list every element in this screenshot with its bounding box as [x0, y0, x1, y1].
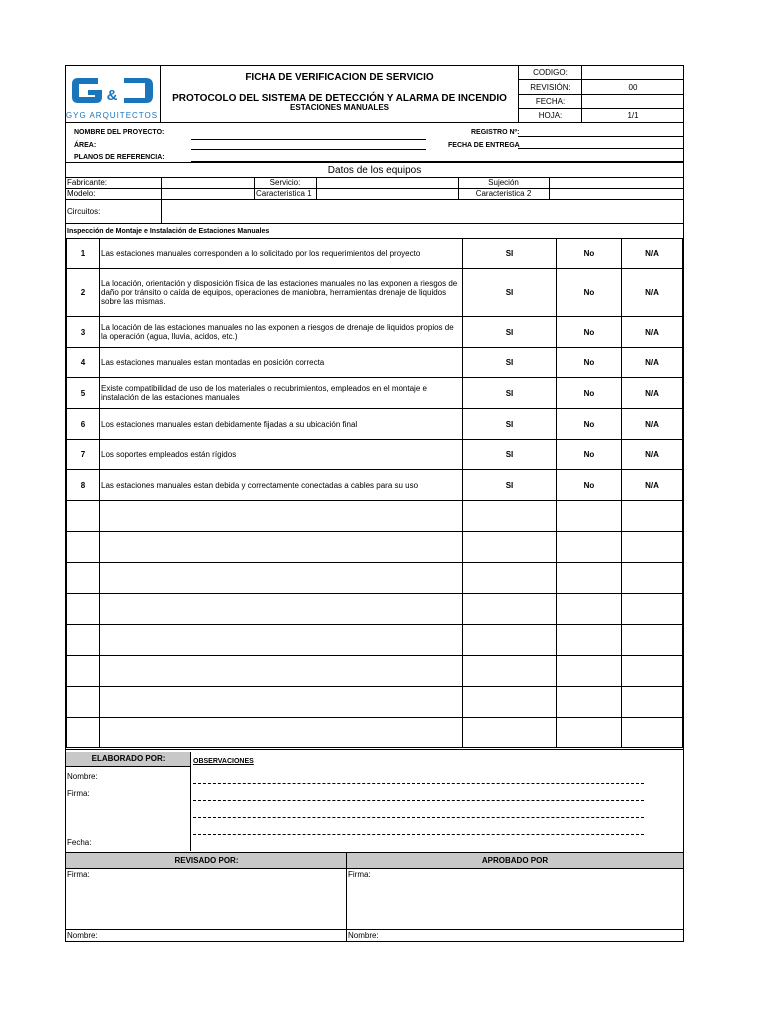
inspection-row — [67, 348, 683, 378]
no-option[interactable]: No — [557, 269, 622, 317]
inspection-row — [67, 239, 683, 269]
revisado-signature-box[interactable] — [66, 869, 347, 930]
approval-section — [66, 852, 683, 941]
no-option[interactable]: No — [557, 317, 622, 348]
form-title: FICHA DE VERIFICACION DE SERVICIO — [245, 72, 434, 83]
na-option[interactable]: N/A — [622, 317, 683, 348]
blank-row — [67, 532, 683, 563]
blank-cell[interactable] — [557, 501, 622, 532]
blank-cell[interactable] — [463, 532, 557, 563]
item-number: 7 — [67, 440, 100, 470]
si-option[interactable]: SI — [463, 440, 557, 470]
inspection-table — [66, 238, 683, 748]
circuitos-row — [66, 200, 683, 224]
blank-row — [67, 656, 683, 687]
item-number: 1 — [67, 239, 100, 269]
header-titles — [161, 66, 518, 123]
no-option[interactable]: No — [557, 348, 622, 378]
blank-row — [67, 594, 683, 625]
item-number: 4 — [67, 348, 100, 378]
inspection-row — [67, 378, 683, 409]
blank-cell[interactable] — [100, 718, 463, 748]
revisado-firma-label: Firma: — [67, 870, 90, 879]
logo-text: GYG ARQUITECTOS — [66, 111, 159, 120]
project-name-label: NOMBRE DEL PROYECTO: — [74, 129, 165, 136]
no-option[interactable]: No — [557, 409, 622, 440]
blank-row — [67, 563, 683, 594]
inspection-title: Inspección de Montaje e Instalación de Estaciones Manuales — [67, 228, 270, 235]
elaborado-nombre-label[interactable]: Nombre: — [67, 772, 98, 781]
item-description: La locación de las estaciones manuales no las exponen a riesgos de drenaje de liquidos propios de la operación (agua, lluvia, acidos, etc.) — [100, 317, 463, 348]
circuitos-label: Circuitos: — [67, 207, 101, 216]
aprobado-name-box[interactable] — [347, 930, 683, 941]
inspection-header — [66, 224, 683, 238]
form-sheet — [65, 65, 684, 942]
revisado-label: REVISADO POR: — [174, 856, 239, 865]
blank-cell[interactable] — [100, 563, 463, 594]
blank-cell[interactable] — [100, 594, 463, 625]
blank-cell[interactable] — [622, 563, 683, 594]
equipment-row-2 — [66, 189, 683, 200]
item-description: La locación, orientación y disposición física de las estaciones manuales no las exponen a riesgos de daño por tránsito o caída de equipos, operaciones de maniobra, herramientas drenaje de liquidos sobre las mismas. — [100, 269, 463, 317]
na-option[interactable]: N/A — [622, 239, 683, 269]
no-option[interactable]: No — [557, 378, 622, 409]
na-option[interactable]: N/A — [622, 269, 683, 317]
item-description: Existe compatibilidad de uso de los materiales o recubrimientos, empleados en el montaje e instalación de las estaciones manuales — [100, 378, 463, 409]
aprobado-signature-box[interactable] — [347, 869, 683, 930]
blank-cell[interactable] — [100, 656, 463, 687]
elaborado-fecha-label[interactable]: Fecha: — [67, 838, 92, 847]
observation-line-2[interactable] — [193, 800, 644, 801]
area-label: ÁREA: — [74, 142, 97, 149]
blank-cell[interactable] — [622, 532, 683, 563]
item-description: Los estaciones manuales estan debidamente fijadas a su ubicación final — [100, 409, 463, 440]
sujecion-label: Sujeción — [488, 178, 519, 187]
blank-cell[interactable] — [557, 532, 622, 563]
blank-row — [67, 501, 683, 532]
caracteristica1-label: Caracteristica 1 — [256, 189, 312, 198]
blank-cell[interactable] — [100, 501, 463, 532]
blank-cell[interactable] — [463, 718, 557, 748]
equipment-row-1 — [66, 178, 683, 189]
no-option[interactable]: No — [557, 239, 622, 269]
equipment-header — [66, 163, 683, 178]
blank-cell[interactable] — [463, 656, 557, 687]
blank-cell[interactable] — [463, 625, 557, 656]
revisado-header — [66, 853, 347, 869]
aprobado-nombre-label: Nombre: — [348, 931, 379, 940]
item-description: Los soportes empleados están rígidos — [100, 440, 463, 470]
aprobado-header — [347, 853, 683, 869]
protocol-subtitle: ESTACIONES MANUALES — [290, 103, 389, 112]
item-number: 6 — [67, 409, 100, 440]
inspection-row — [67, 440, 683, 470]
inspection-row — [67, 470, 683, 501]
aprobado-label: APROBADO POR — [481, 856, 549, 865]
registro-field[interactable] — [518, 136, 683, 137]
observation-line-3[interactable] — [193, 817, 644, 818]
blank-cell[interactable] — [67, 501, 100, 532]
blank-cell[interactable] — [67, 625, 100, 656]
planos-label: PLANOS DE REFERENCIA: — [74, 154, 165, 161]
inspection-row — [67, 269, 683, 317]
si-option[interactable]: SI — [463, 378, 557, 409]
company-logo — [66, 66, 159, 121]
blank-cell[interactable] — [622, 656, 683, 687]
no-option[interactable]: No — [557, 470, 622, 501]
logo-ampersand: & — [106, 87, 118, 104]
blank-cell[interactable] — [67, 656, 100, 687]
item-description: Las estaciones manuales corresponden a lo solicitado por los requerimientos del proyecto — [100, 239, 463, 269]
blank-cell[interactable] — [67, 687, 100, 718]
blank-row — [67, 718, 683, 748]
elaborado-firma-label[interactable]: Firma: — [67, 789, 90, 798]
si-option[interactable]: SI — [463, 348, 557, 378]
blank-cell[interactable] — [557, 656, 622, 687]
blank-row — [67, 687, 683, 718]
protocol-title: PROTOCOLO DEL SISTEMA DE DETECCIÓN Y ALARMA DE INCENDIO — [172, 93, 507, 104]
observaciones-label: OBSERVACIONES — [193, 758, 254, 765]
hoja-value[interactable]: 1/1 — [627, 111, 639, 120]
blank-cell[interactable] — [622, 501, 683, 532]
item-number: 5 — [67, 378, 100, 409]
blank-cell[interactable] — [100, 625, 463, 656]
elaborado-header — [66, 752, 191, 767]
metadata-grid — [518, 66, 683, 123]
item-number: 8 — [67, 470, 100, 501]
servicio-label: Servicio: — [269, 178, 301, 187]
blank-cell[interactable] — [622, 594, 683, 625]
blank-cell[interactable] — [67, 563, 100, 594]
logo-cell — [66, 66, 161, 123]
observation-line-1[interactable] — [193, 783, 644, 784]
si-option[interactable]: SI — [463, 269, 557, 317]
blank-cell[interactable] — [463, 563, 557, 594]
hoja-label: HOJA: — [538, 111, 563, 120]
blank-cell[interactable] — [463, 501, 557, 532]
si-option[interactable]: SI — [463, 470, 557, 501]
blank-cell[interactable] — [67, 718, 100, 748]
blank-cell[interactable] — [557, 718, 622, 748]
observations-section — [66, 749, 683, 850]
observation-line-4[interactable] — [193, 834, 644, 835]
blank-cell[interactable] — [463, 687, 557, 718]
fecha-label: FECHA: — [535, 97, 566, 106]
blank-cell[interactable] — [463, 594, 557, 625]
na-option[interactable]: N/A — [622, 470, 683, 501]
revisado-nombre-label: Nombre: — [67, 931, 98, 940]
blank-cell[interactable] — [100, 687, 463, 718]
modelo-label: Modelo: — [67, 189, 96, 198]
blank-cell[interactable] — [557, 563, 622, 594]
aprobado-firma-label: Firma: — [348, 870, 371, 879]
item-description: Las estaciones manuales estan debida y correctamente conectadas a cables para su uso — [100, 470, 463, 501]
blank-cell[interactable] — [100, 532, 463, 563]
project-name-field[interactable] — [191, 139, 426, 140]
blank-row — [67, 625, 683, 656]
codigo-label: CODIGO: — [533, 68, 568, 77]
revision-label: REVISIÓN: — [530, 83, 571, 92]
equipment-title: Datos de los equipos — [327, 165, 422, 176]
revisado-name-box[interactable] — [66, 930, 347, 941]
si-option[interactable]: SI — [463, 239, 557, 269]
item-description: Las estaciones manuales estan montadas en posición correcta — [100, 348, 463, 378]
no-option[interactable]: No — [557, 440, 622, 470]
inspection-row — [67, 409, 683, 440]
blank-cell[interactable] — [622, 625, 683, 656]
si-option[interactable]: SI — [463, 317, 557, 348]
caracteristica2-label: Caracteristica 2 — [475, 189, 532, 198]
planos-field[interactable] — [191, 161, 683, 162]
blank-cell[interactable] — [557, 594, 622, 625]
blank-cell[interactable] — [622, 687, 683, 718]
item-number: 3 — [67, 317, 100, 348]
project-info — [66, 123, 683, 163]
elaborado-label: ELABORADO POR: — [91, 754, 166, 763]
blank-cell[interactable] — [622, 718, 683, 748]
blank-cell[interactable] — [67, 532, 100, 563]
na-option[interactable]: N/A — [622, 440, 683, 470]
elaborado-box — [66, 767, 191, 851]
area-field[interactable] — [191, 149, 426, 150]
na-option[interactable]: N/A — [622, 409, 683, 440]
fabricante-label: Fabricante: — [67, 178, 108, 187]
item-number: 2 — [67, 269, 100, 317]
entrega-label: FECHA DE ENTREGA — [448, 142, 520, 149]
na-option[interactable]: N/A — [622, 348, 683, 378]
revision-value[interactable]: 00 — [628, 83, 638, 92]
si-option[interactable]: SI — [463, 409, 557, 440]
entrega-field[interactable] — [518, 148, 683, 149]
blank-cell[interactable] — [557, 625, 622, 656]
blank-cell[interactable] — [67, 594, 100, 625]
registro-label: REGISTRO Nº: — [471, 129, 520, 136]
blank-cell[interactable] — [557, 687, 622, 718]
na-option[interactable]: N/A — [622, 378, 683, 409]
inspection-row — [67, 317, 683, 348]
